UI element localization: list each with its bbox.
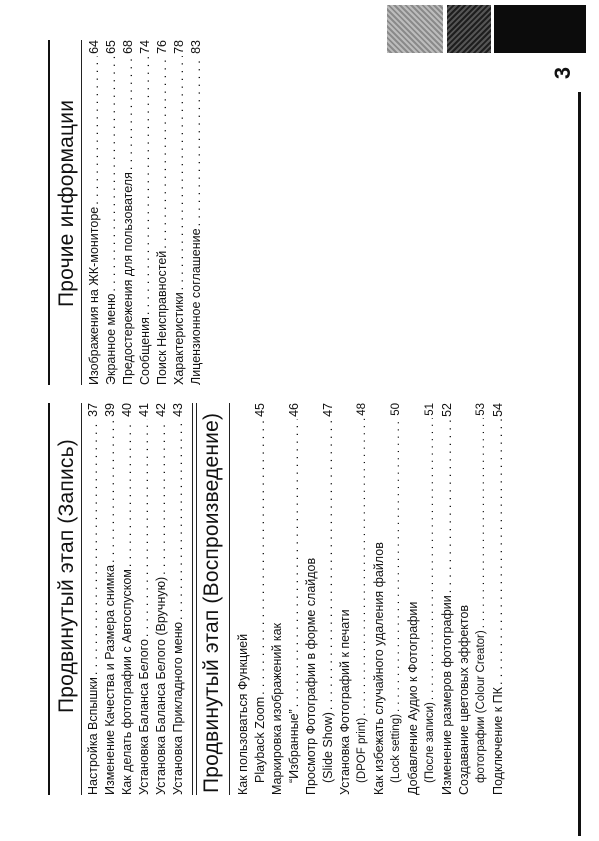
title-separator [81,403,82,795]
page-rule [578,92,581,836]
toc-entry[interactable] [388,403,405,783]
toc-label: Характеристики [172,292,186,385]
toc-label-cont: (После записи) [424,702,436,783]
toc-page: 68 [121,40,135,54]
toc-label: Подключение к ПК [491,687,505,795]
toc-entry[interactable] [188,40,205,385]
toc-label: Изображения на ЖК-мониторе [87,206,101,385]
toc-page: 83 [189,40,203,54]
toc-label-cont: “Избранные” [287,709,301,783]
toc-label: Как пользоваться Функцией [236,633,250,795]
toc-label: Экранное меню [104,293,118,385]
toc-page: 39 [103,403,117,417]
toc-label: Изменение размеров фотографии [440,595,454,795]
title-separator [229,403,230,795]
toc-label: Установка Баланса Белого (Вручную) [154,576,168,795]
toc-page: 65 [104,40,118,54]
toc-entry[interactable] [136,403,153,795]
title-separator [81,40,82,385]
toc-page: 52 [440,403,454,417]
toc-page: 54 [491,403,505,417]
toc-entry[interactable] [422,403,439,783]
section-title-recording: Продвинутый этап (Запись) [55,439,78,713]
toc-entry[interactable] [286,403,303,783]
section-separator [192,403,197,795]
toc-label: Просмотр Фотографии в форме слайдов [304,557,318,795]
toc-page: 46 [287,403,301,417]
toc-entry[interactable] [171,40,188,385]
toc-entry[interactable] [154,40,171,385]
toc-page: 47 [321,403,335,417]
section-top-rule [48,403,50,795]
toc-label: Предостережения для пользователя [121,172,135,385]
section-title-other: Прочие информации [55,99,78,307]
toc-label: Лицензионное соглашение [189,228,203,385]
toc-label: Как делать фотографии с Автоспуском [120,569,134,795]
toc-entry[interactable] [439,403,456,795]
toc-page: 51 [424,403,436,416]
toc-entry[interactable] [153,403,170,795]
toc-label: Установка Баланса Белого [137,639,151,795]
toc-label-cont: (Slide Show) [321,712,335,783]
toc-entry[interactable] [490,403,507,795]
section-top-rule [48,40,50,385]
toc-page: 64 [87,40,101,54]
toc-label: Настройка Вспышки [86,677,100,795]
toc-entry[interactable] [120,40,137,385]
toc-entry[interactable] [473,403,490,783]
toc-entry[interactable] [119,403,136,795]
page-number: 3 [550,66,576,80]
toc-entry[interactable] [103,40,120,385]
toc-page: 76 [155,40,169,54]
toc-page: 43 [171,403,185,417]
toc-entry[interactable] [102,403,119,795]
toc-entry[interactable] [86,40,103,385]
toc-page: 74 [138,40,152,54]
toc-page: 45 [253,403,267,417]
toc-entry[interactable] [354,403,371,783]
toc-label: Как избежать случайного удаления файлов [372,542,386,795]
toc-label: Добавление Аудио к Фотографии [406,601,420,795]
toc-page: 48 [356,403,368,416]
toc-page: 42 [154,403,168,417]
toc-entry[interactable] [320,403,337,783]
toc-entry[interactable] [252,403,269,783]
toc-label: Изменение Качества и Размера снимка [103,564,117,795]
toc-entry[interactable] [85,403,102,795]
toc-label: Установка Фотографий к печати [338,609,352,795]
toc-page: 37 [86,403,100,417]
toc-page: 50 [390,403,402,416]
toc-label-cont: Playback Zoom [253,696,267,783]
section-title-playback: Продвинутый этап (Воспроизведение) [200,412,223,793]
toc-label-cont: фотографии (Colour Creator) [475,630,487,783]
toc-label: Создавание цветовых эффектов [457,604,471,795]
contents-page [45,35,555,795]
toc-label: Маркировка изображений как [270,622,284,795]
toc-label: Установка Прикладного меню [171,621,185,795]
toc-label-cont: (DPOF print) [356,717,368,783]
toc-page: 53 [475,403,487,416]
toc-label-cont: (Lock setting) [390,713,402,783]
toc-entry[interactable] [137,40,154,385]
toc-entry[interactable] [170,403,187,795]
toc-label: Поиск Неисправностей [155,250,169,385]
toc-page: 40 [120,403,134,417]
toc-label: Сообщения [138,317,152,385]
toc-page: 78 [172,40,186,54]
toc-page: 41 [137,403,151,417]
